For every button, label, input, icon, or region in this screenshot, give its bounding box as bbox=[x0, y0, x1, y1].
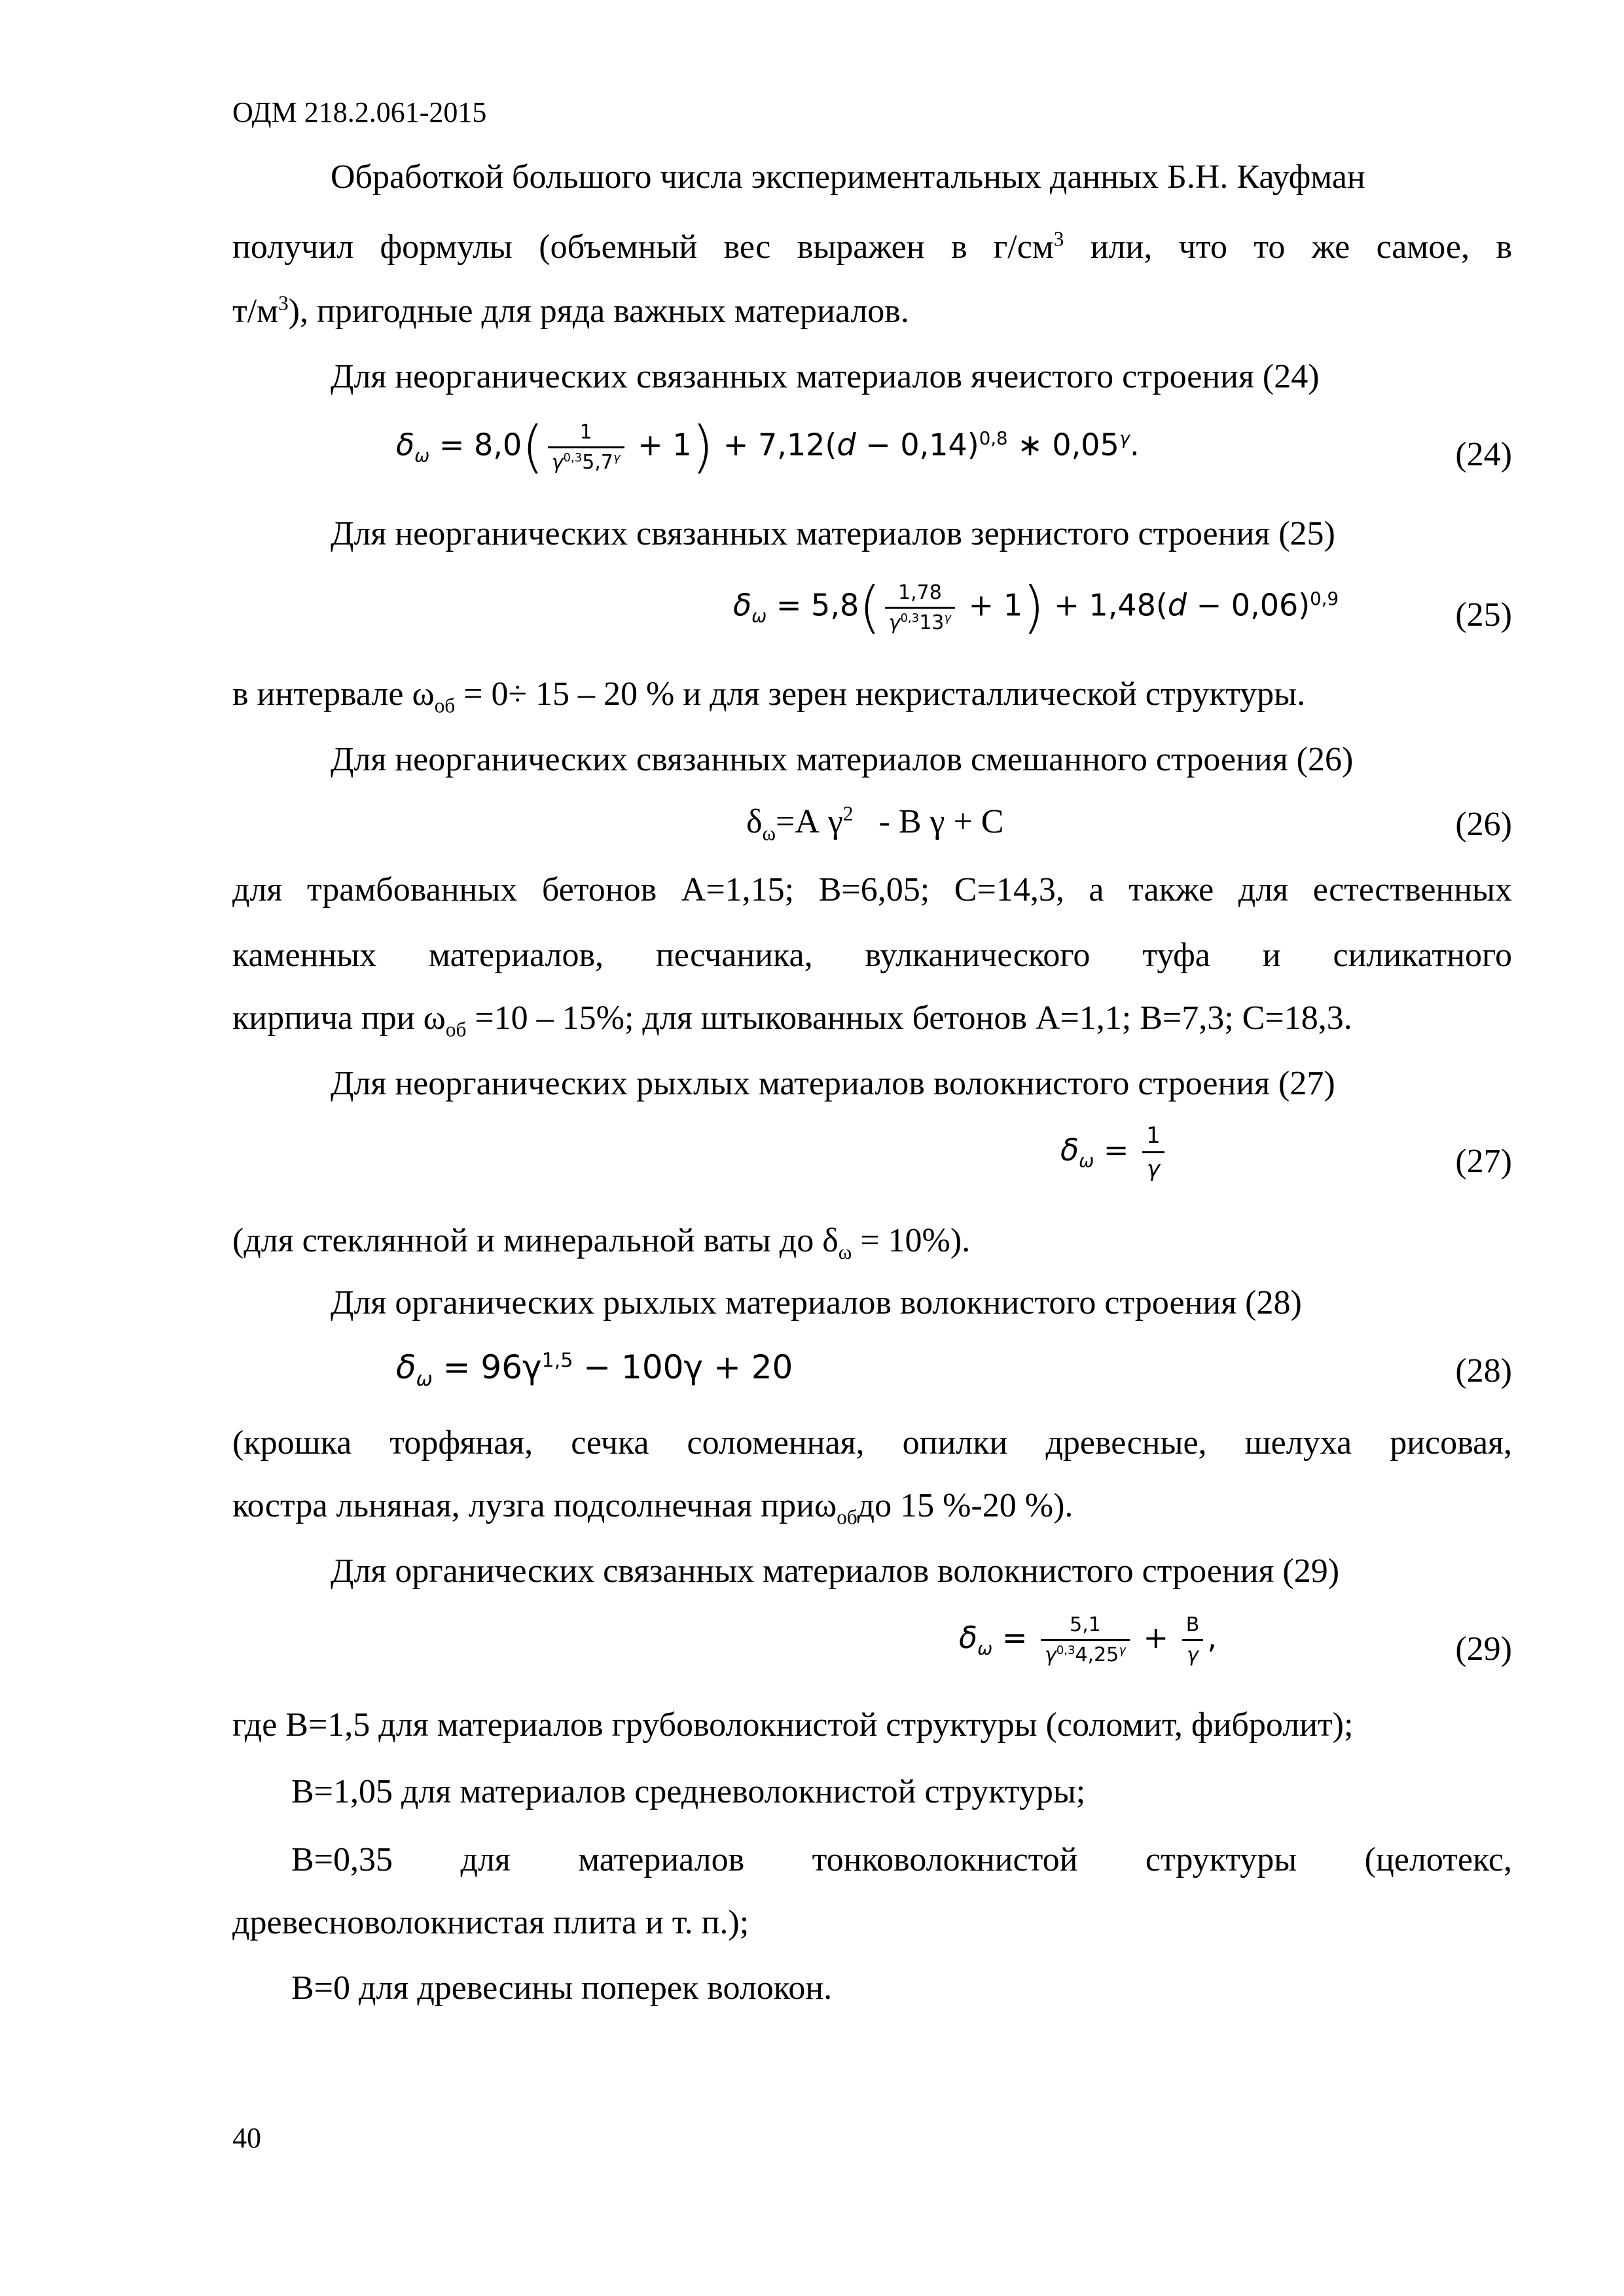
equation-27: $\delta_\omega$ = $\frac{1}{\gamma}$ bbox=[1060, 1122, 1168, 1182]
equation-28: $\delta_\omega = 96\gamma^{1,5} - 100\gamma + 20$ bbox=[396, 1348, 793, 1391]
paragraph-line: Для неорганических связанных материалов ячеистого строения (24) bbox=[331, 358, 1320, 395]
paragraph-line: кирпича при $\omega_{об} =10 - 15\%$; для штыкованных бетонов А=1,1; В=7,3; С=18,3. bbox=[232, 999, 1352, 1041]
paragraph-line: В=0,35 для материалов тонковолокнистой структуры (целотекс, bbox=[291, 1841, 1512, 1878]
paragraph-line: (для стеклянной и минеральной ваты до $\delta_\omega = 10\%$). bbox=[232, 1222, 971, 1264]
paragraph-line: для трамбованных бетонов А=1,15; В=6,05; С=14,3, а также для естественных bbox=[232, 871, 1512, 908]
equation-26: $\delta_\omega=А$ $\gamma^2$ - В γ + С bbox=[746, 802, 1004, 845]
document-header: ОДМ 218.2.061-2015 bbox=[232, 96, 487, 128]
paragraph-line: в интервале $\omega_{об} = 0\div 15 - 20$ % и для зерен некристаллической структуры. bbox=[232, 675, 1306, 717]
paragraph-line: Для неорганических рыхлых материалов волокнистого строения (27) bbox=[331, 1065, 1335, 1102]
paragraph-line: Для неорганических связанных материалов зернистого строения (25) bbox=[331, 515, 1335, 552]
paragraph-line: Для органических рыхлых материалов волокнистого строения (28) bbox=[331, 1284, 1302, 1321]
paragraph-line: (крошка торфяная, сечка соломенная, опилки древесные, шелуха рисовая, bbox=[232, 1424, 1512, 1462]
paragraph-line: где В=1,5 для материалов грубоволокнистой структуры (соломит, фибролит); bbox=[232, 1706, 1354, 1744]
equation-number: (26) bbox=[1455, 806, 1512, 843]
paragraph-line: получил формулы (объемный вес выражен в $г/см^3$ или, что то же самое, в bbox=[232, 227, 1512, 266]
paragraph-line: древесноволокнистая плита и т. п.); bbox=[232, 1904, 749, 1941]
paragraph-line: В=1,05 для материалов средневолокнистой структуры; bbox=[291, 1773, 1086, 1810]
page-number: 40 bbox=[232, 2122, 261, 2154]
paragraph-line: $т/м^3$), пригодные для ряда важных материалов. bbox=[232, 291, 909, 330]
equation-29: $\delta_\omega$ = $\frac{5,1}{\gamma^{0,3}4,25^\gamma}$ + $\frac{В}{\gamma}$ , bbox=[959, 1613, 1217, 1666]
paragraph-line: каменных материалов, песчаника, вулканического туфа и силикатного bbox=[232, 937, 1512, 974]
paragraph-line: костра льняная, лузга подсолнечная приω$_{об}$до 15 %-20 %). bbox=[232, 1487, 1074, 1529]
paragraph-line: Для органических связанных материалов волокнистого строения (29) bbox=[331, 1552, 1340, 1590]
equation-24: $\delta_\omega = 8,0$( $\frac{1}{\gamma^{0,3}5,7^\gamma}$ + $1) + 7,12(d - 0,14)^{0,8}$ ∗ $0,05^\gamma$. bbox=[396, 414, 1140, 480]
equation-number: (24) bbox=[1455, 436, 1512, 473]
equation-number: (28) bbox=[1455, 1352, 1512, 1390]
equation-25: $\delta_\omega = 5,8$( $\frac{1,78}{\gamma^{0,3}13^\gamma}$ + $1) + 1,48(d - 0,06)^{0,9}$ bbox=[733, 575, 1339, 640]
equation-number: (27) bbox=[1455, 1143, 1512, 1180]
paragraph-line: В=0 для древесины поперек волокон. bbox=[291, 1969, 833, 2007]
equation-number: (25) bbox=[1455, 596, 1512, 634]
paragraph-line: Для неорганических связанных материалов смешанного строения (26) bbox=[331, 741, 1354, 778]
equation-number: (29) bbox=[1455, 1630, 1512, 1668]
paragraph-line: Обработкой большого числа экспериментальных данных Б.Н. Кауфман bbox=[331, 158, 1365, 196]
